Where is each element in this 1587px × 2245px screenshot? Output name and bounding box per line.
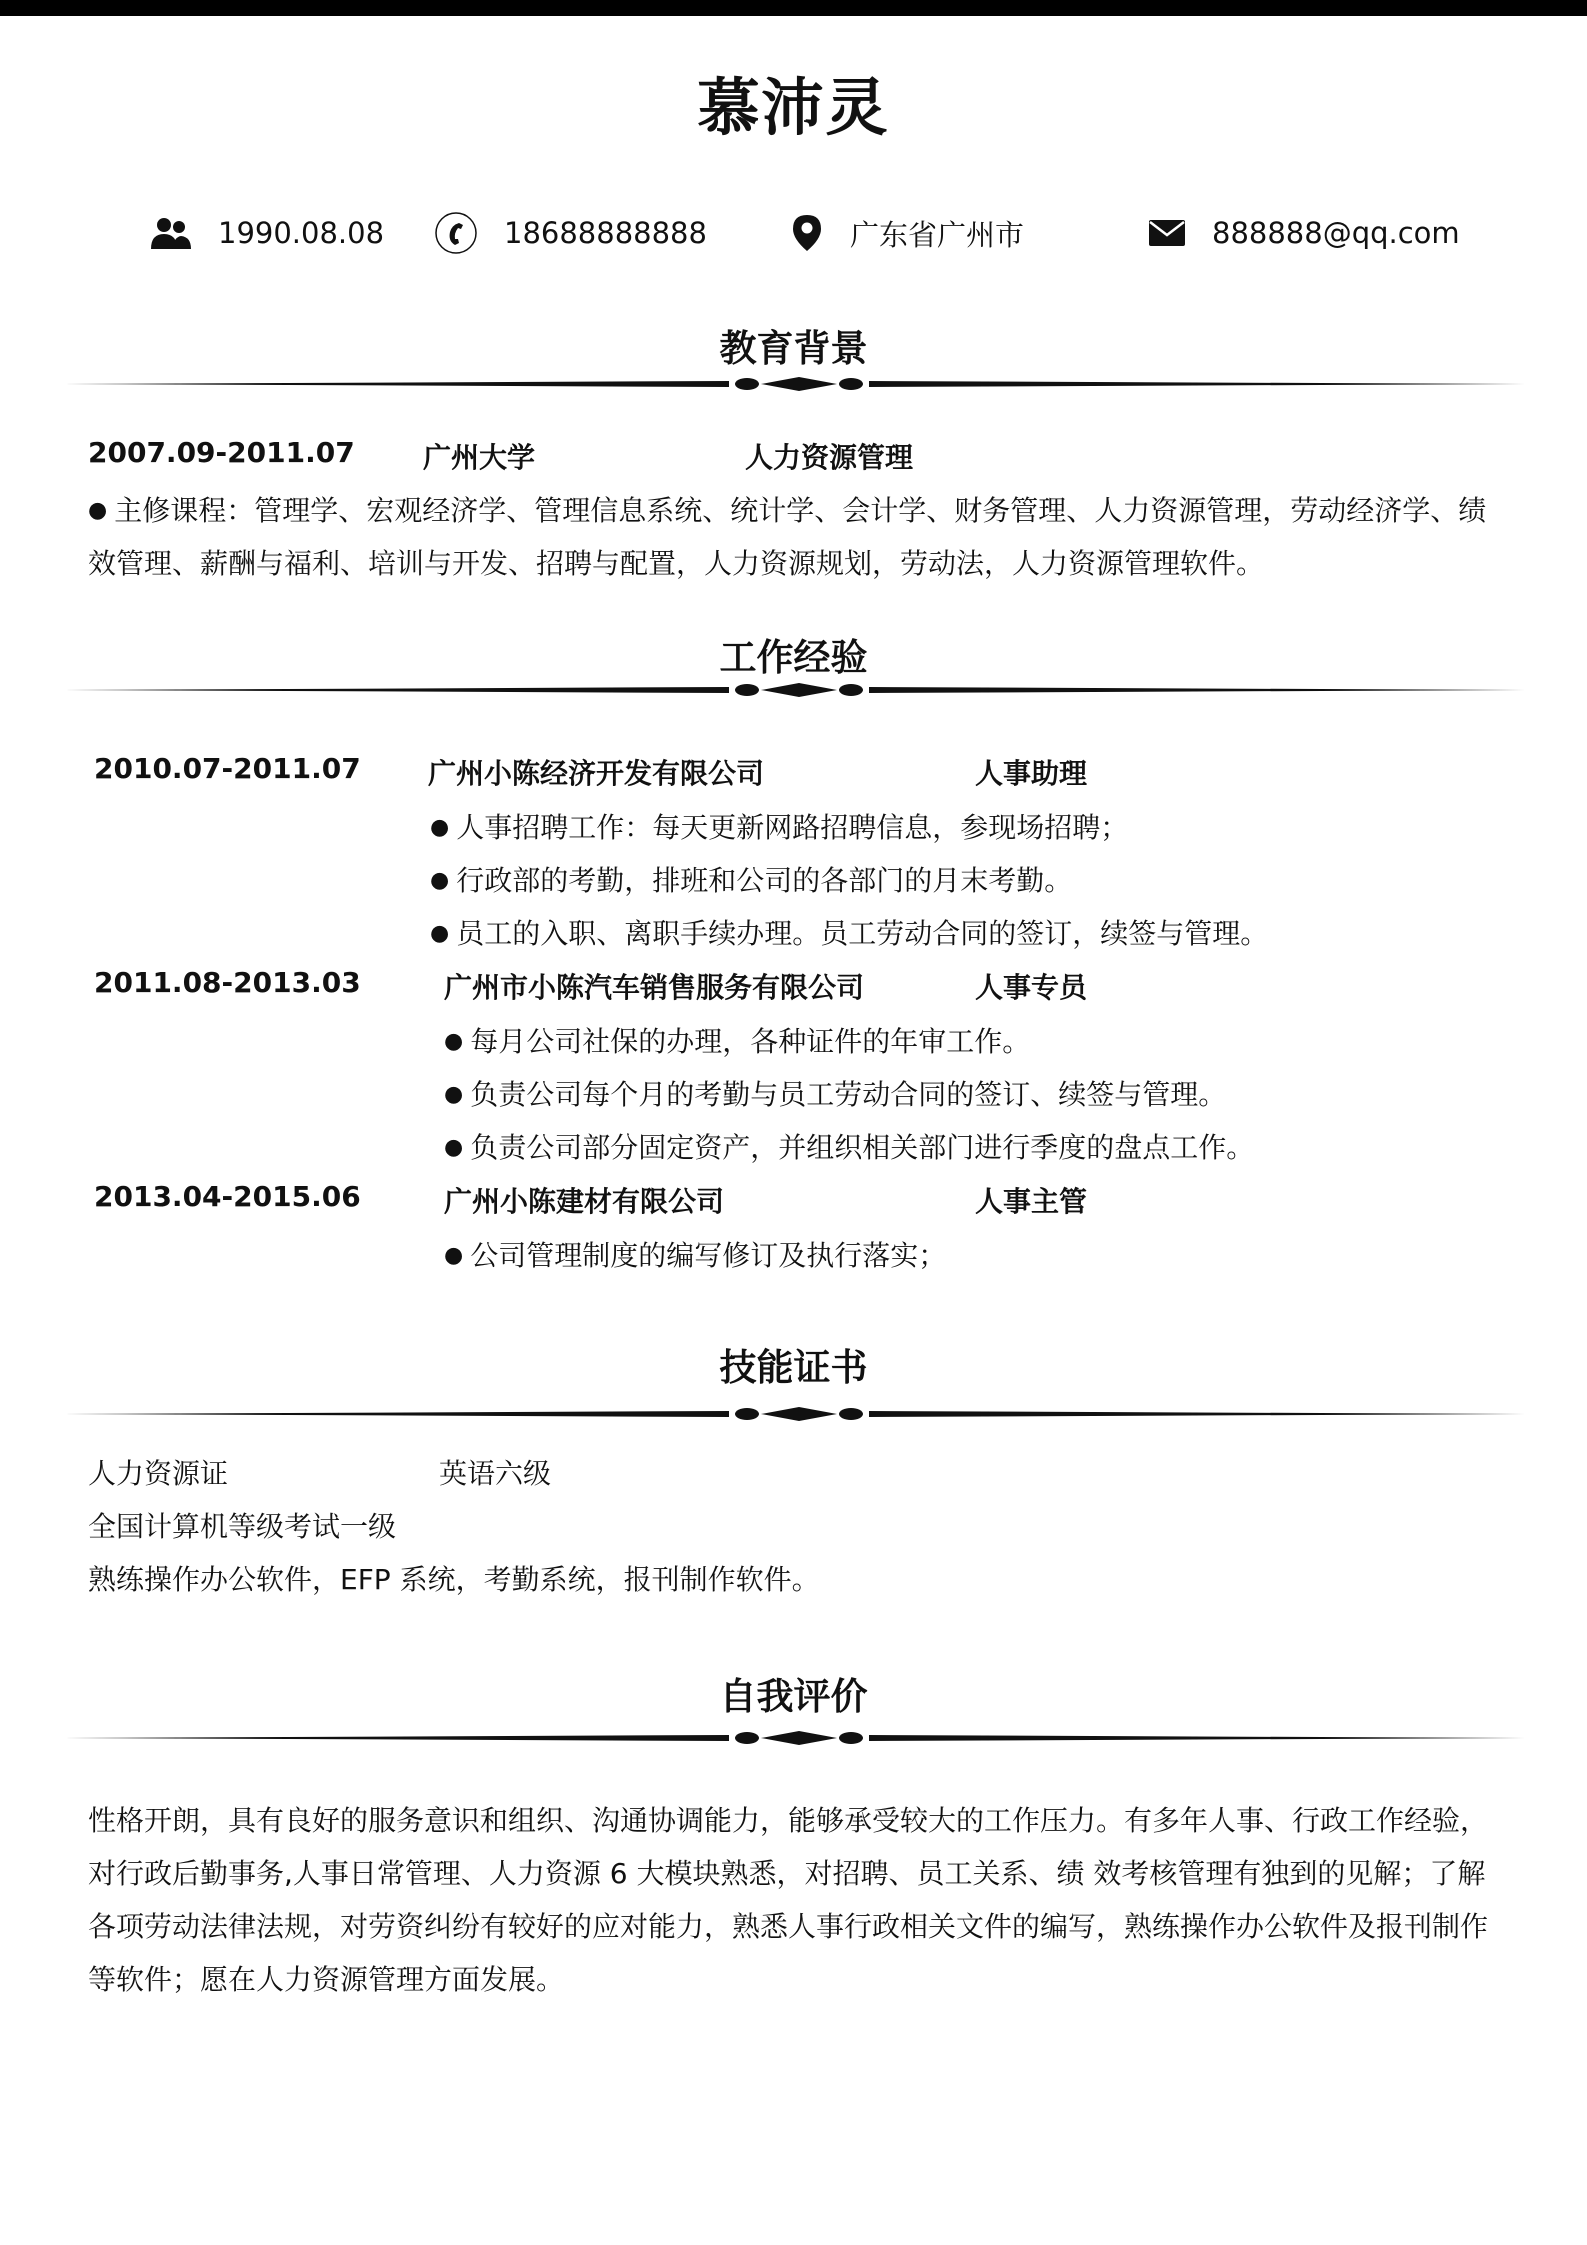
section-title-education: 教育背景 <box>719 327 868 370</box>
work-duty: ● 人事招聘工作：每天更新网路招聘信息，参现场招聘； <box>430 806 1128 846</box>
birthday-text: 1990.08.08 <box>218 216 385 250</box>
work-period: 2013.04-2015.06 <box>94 1180 361 1213</box>
work-company: 广州小陈经济开发有限公司 <box>428 757 765 790</box>
phone-text: 18688888888 <box>504 216 707 250</box>
section-divider <box>64 1726 1534 1750</box>
resume-name: 慕沛灵 <box>697 71 890 144</box>
work-role: 人事专员 <box>975 971 1088 1004</box>
section-divider <box>64 1402 1534 1426</box>
skill-cert: 英语六级 <box>439 1457 552 1490</box>
education-courses: ● 主修课程：管理学、宏观经济学、管理信息系统、统计学、会计学、财务管理、人力资源管理，劳动经济学、绩效管理、薪酬与福利、培训与开发、招聘与配置，人力资源规划，劳动法，人力资源管理软件。 <box>88 484 1508 590</box>
contact-phone <box>434 208 707 258</box>
top-bar <box>0 0 1587 16</box>
envelope-icon <box>1148 218 1186 248</box>
education-school: 广州大学 <box>423 441 536 474</box>
work-duty: ● 行政部的考勤，排班和公司的各部门的月末考勤。 <box>430 859 1072 899</box>
skill-cert: 全国计算机等级考试一级 <box>88 1510 397 1543</box>
work-duty: ● 负责公司每个月的考勤与员工劳动合同的签订、续签与管理。 <box>444 1073 1226 1113</box>
people-icon <box>150 215 192 251</box>
skill-software: 熟练操作办公软件，EFP 系统，考勤系统，报刊制作软件。 <box>88 1563 820 1596</box>
self-evaluation-text: 性格开朗，具有良好的服务意识和组织、沟通协调能力，能够承受较大的工作压力。有多年人事、行政工作经验，对行政后勤事务,人事日常管理、人力资源 6 大模块熟悉，对招聘、员工关系、绩 效考核管理有独到的见解；了解各项劳动法律法规，对劳资纠纷有较好的应对能力，熟悉人事行政相关文件的编写，熟练操作办公软件及报刊制作等软件；愿在人力资源管理方面发展。 <box>88 1804 1489 1996</box>
location-pin-icon <box>790 213 824 253</box>
contact-location <box>790 208 1024 258</box>
work-role: 人事主管 <box>975 1185 1088 1218</box>
work-period: 2011.08-2013.03 <box>94 966 361 999</box>
work-role: 人事助理 <box>975 757 1088 790</box>
section-title-work: 工作经验 <box>719 636 868 679</box>
contact-birthday <box>150 208 384 258</box>
work-duty: ● 每月公司社保的办理，各种证件的年审工作。 <box>444 1020 1030 1060</box>
work-duty: ● 负责公司部分固定资产，并组织相关部门进行季度的盘点工作。 <box>444 1126 1254 1166</box>
work-period: 2010.07-2011.07 <box>94 752 361 785</box>
location-text: 广东省广州市 <box>850 217 1025 252</box>
skill-cert: 人力资源证 <box>88 1457 229 1490</box>
education-major: 人力资源管理 <box>745 441 914 474</box>
section-title-self-eval: 自我评价 <box>719 1675 868 1718</box>
phone-icon <box>434 211 478 255</box>
contact-email <box>1148 208 1460 258</box>
work-duty: ● 公司管理制度的编写修订及执行落实； <box>444 1234 946 1274</box>
work-company: 广州小陈建材有限公司 <box>444 1185 725 1218</box>
work-company: 广州市小陈汽车销售服务有限公司 <box>444 971 865 1004</box>
section-divider <box>64 678 1534 702</box>
education-period: 2007.09-2011.07 <box>88 436 355 469</box>
email-text: 888888@qq.com <box>1212 216 1460 250</box>
section-title-skills: 技能证书 <box>719 1346 868 1389</box>
section-divider <box>64 372 1534 396</box>
work-duty: ● 员工的入职、离职手续办理。员工劳动合同的签订，续签与管理。 <box>430 912 1268 952</box>
